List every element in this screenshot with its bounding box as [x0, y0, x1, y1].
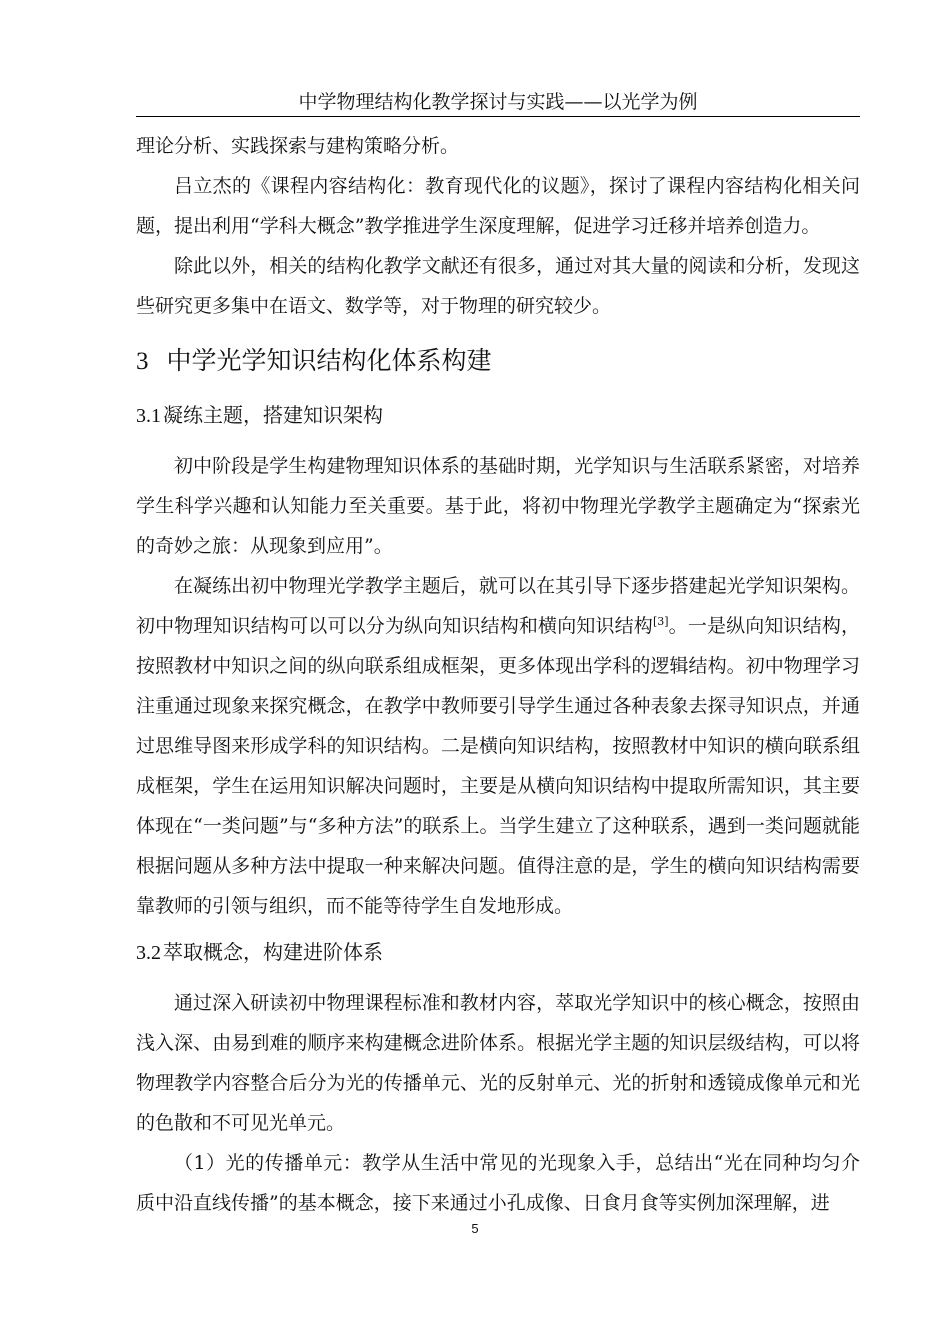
citation[interactable]: [3]: [652, 615, 669, 628]
paragraph: （1）光的传播单元：教学从生活中常见的光现象入手，总结出“光在同种均匀介质中沿直线传播”的基本概念，接下来通过小孔成像、日食月食等实例加深理解，进: [136, 1152, 860, 1214]
paragraph: 通过深入研读初中物理课程标准和教材内容，萃取光学知识中的核心概念，按照由浅入深、由易到难的顺序来构建概念进阶体系。根据光学主题的知识层级结构，可以将物理教学内容整合后分为光的传播单元、光的反射单元、光的折射和透镜成像单元和光的色散和不可见光单元。: [136, 992, 860, 1134]
section-number: 3: [136, 348, 149, 375]
paragraph: 理论分析、实践探索与建构策略分析。: [136, 135, 460, 157]
running-header: 中学物理结构化教学探讨与实践——以光学为例: [136, 88, 860, 117]
subsection-heading: [136, 930, 860, 975]
subsection-number: 3.2: [136, 942, 161, 964]
paragraph: 除此以外，相关的结构化教学文献还有很多，通过对其大量的阅读和分析，发现这些研究更多集中在语文、数学等，对于物理的研究较少。: [136, 255, 860, 317]
paragraph: [136, 566, 860, 926]
paragraph: 初中阶段是学生构建物理知识体系的基础时期，光学知识与生活联系紧密，对培养学生科学兴趣和认知能力至关重要。基于此，将初中物理光学教学主题确定为“探索光的奇妙之旅：从现象到应用”。: [136, 455, 860, 557]
subsection-title: 凝练主题，搭建知识架构: [163, 403, 383, 427]
paragraph-text: 在凝练出初中物理光学教学主题后，就可以在其引导下逐步搭建起光学知识架构。初中物理知识结构可以可以分为纵向知识结构和横向知识结构: [136, 575, 860, 637]
section-title: 中学光学知识结构化体系构建: [166, 346, 492, 375]
page-number: 5: [471, 1221, 479, 1236]
section-heading: [136, 336, 860, 387]
paragraph-text: 。一是纵向知识结构，按照教材中知识之间的纵向联系组成框架，更多体现出学科的逻辑结构。初中物理学习注重通过现象来探究概念，在教学中教师要引导学生通过各种表象去探寻知识点，并通过思维导图来形成学科的知识结构。二是横向知识结构，按照教材中知识的横向联系组成框架，学生在运用知识解决问题时，主要是从横向知识结构中提取所需知识，其主要体现在“一类问题”与“多种方法”的联系上。当学生建立了这种联系，遇到一类问题就能根据问题从多种方法中提取一种来解决问题。值得注意的是，学生的横向知识结构需要靠教师的引领与组织，而不能等待学生自发地形成。: [136, 615, 860, 917]
subsection-heading: [136, 393, 860, 438]
subsection-title: 萃取概念，构建进阶体系: [163, 940, 383, 964]
subsection-number: 3.1: [136, 405, 161, 427]
page-body: [136, 126, 860, 1223]
paragraph: 吕立杰的《课程内容结构化：教育现代化的议题》，探讨了课程内容结构化相关问题，提出利用“学科大概念”教学推进学生深度理解，促进学习迁移并培养创造力。: [136, 175, 860, 237]
